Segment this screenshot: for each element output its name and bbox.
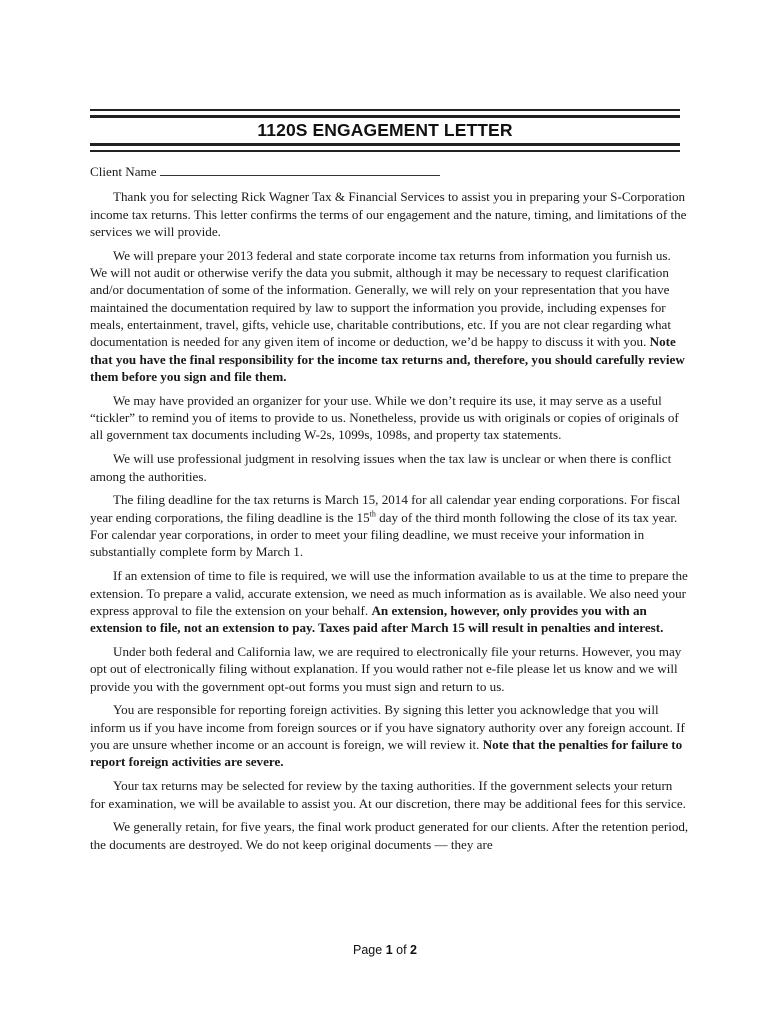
footer-page-word: Page: [353, 943, 383, 957]
footer-of-word: of: [396, 943, 407, 957]
paragraph-scope-bold: Note that you have the final responsibility for the income tax returns and, therefore, you should carefully review them before you sign and file them.: [90, 334, 685, 384]
client-name-blank[interactable]: [160, 163, 440, 176]
paragraph-retention-text: We generally retain, for five years, the final work product generated for our clients. After the retention period, the documents are destroyed. We do not keep original documents — they are: [90, 819, 689, 852]
title-top-rule: [90, 109, 680, 118]
paragraph-efile-text: Under both federal and California law, we are required to electronically file your returns. However, you may opt out of electronically filing without explanation. If you would rather not e-file please let us know and we will provide you with the government opt-out forms you must sign and return to us.: [90, 643, 682, 694]
paragraph-deadline-text-b: day of the third month following the close of its tax year. For calendar year corporations, in order to meet your filing deadline, we must receive your information in substantially complete form by March 1.: [90, 509, 678, 560]
paragraph-review: [90, 777, 690, 812]
paragraph-scope-text: We will prepare your 2013 federal and state corporate income tax returns from information you furnish us. We will not audit or otherwise verify the data you submit, although it may be necessary to request clarification and/or documentation of some of the information. Generally, we will rely on your representation that you have maintained the documentation required by law to support the information you provide, including expenses for meals, entertainment, travel, gifts, vehicle use, charitable contributions, etc. If you are not clear regarding what documentation is needed for any given item of income or deduction, we’d be happy to discuss it with you.: [90, 247, 671, 350]
paragraph-foreign-bold: Note that the penalties for failure to report foreign activities are severe.: [90, 737, 683, 770]
paragraph-extension-text: If an extension of time to file is required, we will use the information available to us at the time to prepare the extension. To prepare a valid, accurate extension, we need as much information as is available. We also need your express approval to file the extension on your behalf.: [90, 568, 688, 618]
paragraph-extension-bold: An extension, however, only provides you with an extension to file, not an extension to pay. Taxes paid after March 15 will result in penalties and interest.: [90, 602, 664, 636]
paragraph-organizer-text: We may have provided an organizer for your use. While we don’t require its use, it may serve as a useful “tickler” to remind you of items to provide to us. Nonetheless, provide us with originals or copies of originals of all government tax documents including W-2s, 1099s, 1098s, and property tax statements.: [90, 392, 679, 443]
paragraph-foreign: [90, 701, 690, 770]
paragraph-scope: [90, 247, 690, 385]
paragraph-intro: [90, 188, 690, 240]
paragraph-intro-text: Thank you for selecting Rick Wagner Tax & Financial Services to assist you in preparing your S-Corporation income tax returns. This letter confirms the terms of our engagement and the nature, timing, and limitations of the services we will provide.: [90, 189, 687, 239]
paragraph-extension: [90, 567, 690, 636]
footer-page-number: 1: [385, 943, 393, 957]
paragraph-retention: [90, 818, 690, 853]
paragraph-organizer: [90, 392, 690, 444]
ordinal-suffix: th: [369, 509, 376, 519]
page-title: 1120S ENGAGEMENT LETTER: [257, 120, 513, 140]
client-name-line: [90, 163, 690, 180]
paragraph-deadline-text-a: The filing deadline for the tax returns is March 15, 2014 for all calendar year ending corporations. For fiscal year ending corporations, the filing deadline is the 15: [90, 492, 681, 525]
letter-body: [90, 163, 690, 860]
paragraph-deadline: [90, 491, 690, 560]
paragraph-judgment: [90, 450, 690, 485]
page-footer: [0, 943, 770, 957]
paragraph-foreign-text: You are responsible for reporting foreign activities. By signing this letter you acknowledge that you will inform us if you have income from foreign sources or if you have signatory authority over any foreign account. If you are unsure whether income or an account is foreign, we will review it.: [90, 702, 685, 753]
paragraph-efile: [90, 643, 690, 695]
title-bottom-rule: [90, 143, 680, 152]
client-name-label: Client Name: [90, 164, 157, 179]
paragraph-review-text: Your tax returns may be selected for review by the taxing authorities. If the government selects your return for examination, we will be available to assist you. At our discretion, there may be additional fees for this service.: [90, 778, 686, 811]
paragraph-judgment-text: We will use professional judgment in resolving issues when the tax law is unclear or when there is conflict among the authorities.: [90, 451, 672, 484]
footer-total-pages: 2: [410, 943, 417, 957]
